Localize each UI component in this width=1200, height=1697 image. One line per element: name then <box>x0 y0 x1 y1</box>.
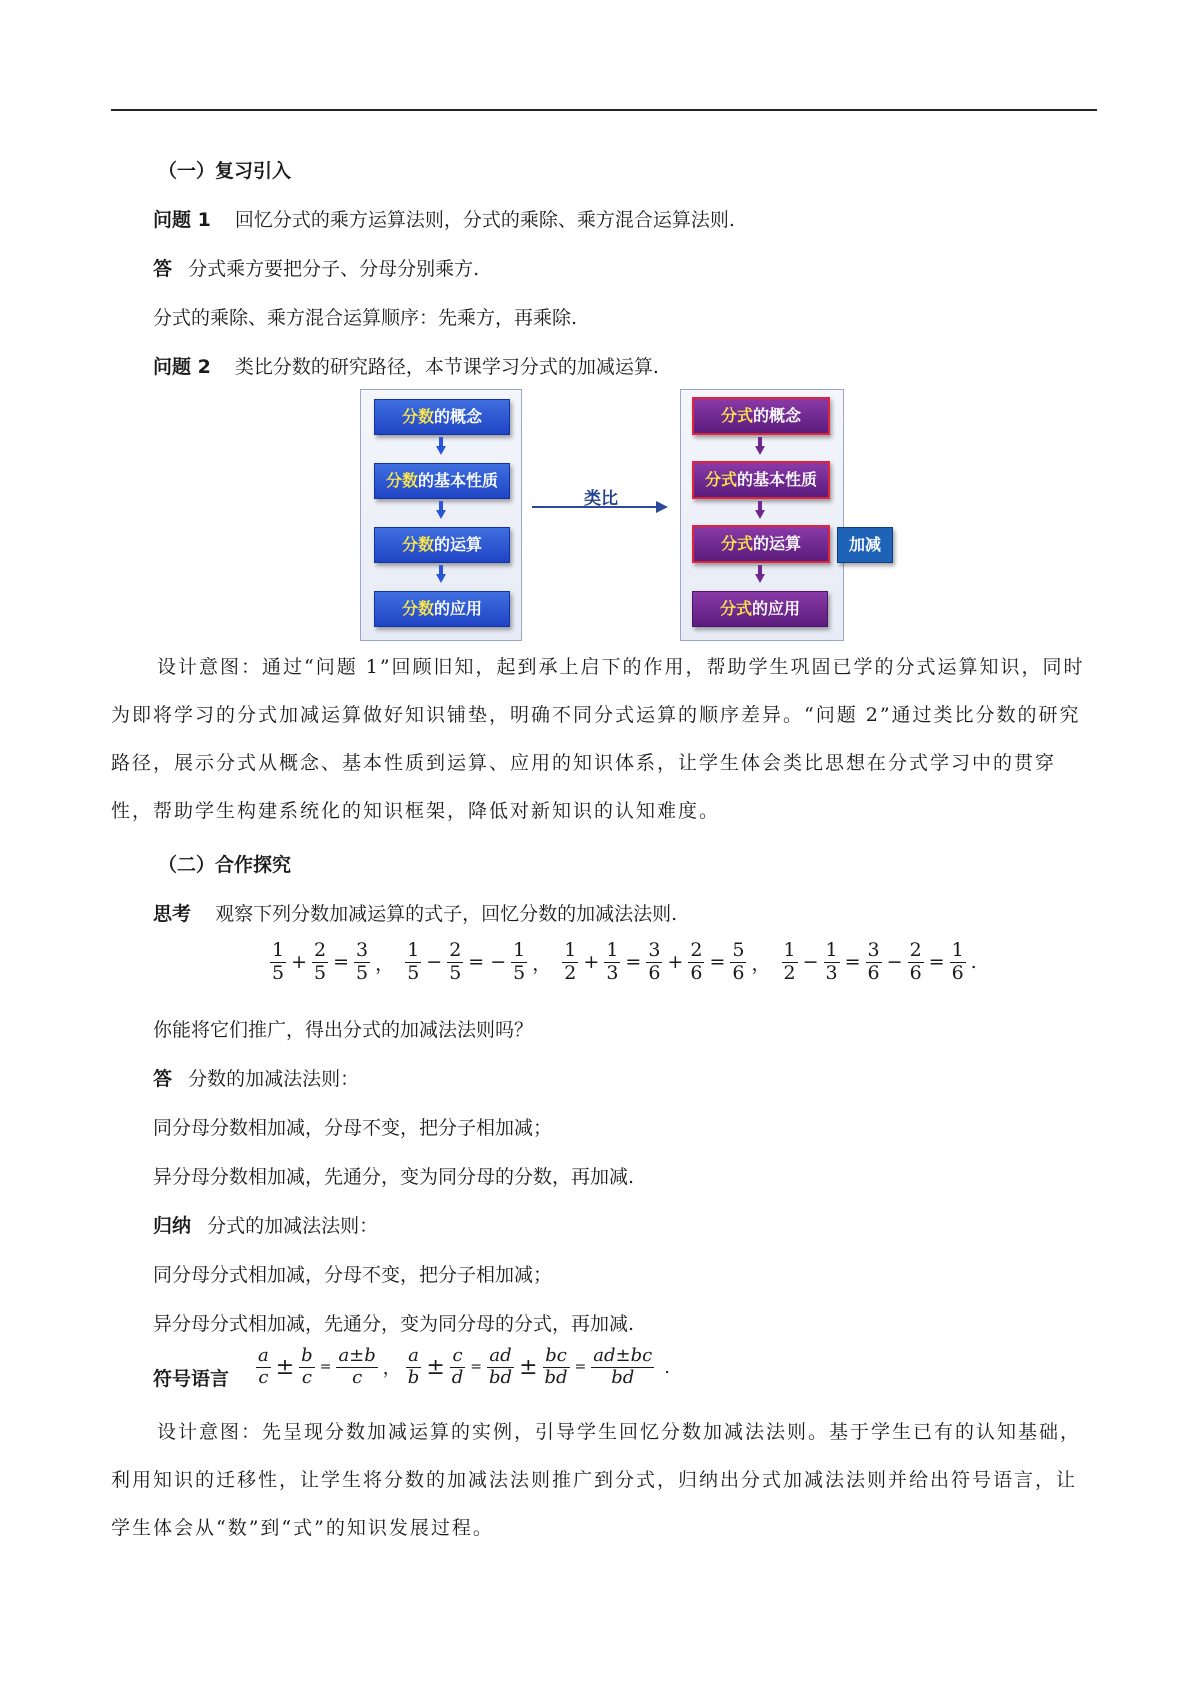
design-intent-2: 设计意图：先呈现分数加减运算的实例，引导学生回忆分数加减法法则。基于学生已有的认知基础，利用知识的迁移性，让学生将分数的加减法法则推广到分式，归纳出分式加减法法则并给出符号语言，让学生体会从“数”到“式”的知识发展过程。 <box>111 1421 1082 1539</box>
rule-diff-denominator-algebraic: 异分母分式相加减，先通分，变为同分母的分式，再加减. <box>153 1313 635 1335</box>
question2-text: 类比分数的研究路径，本节课学习分式的加减运算. <box>234 356 659 378</box>
down-arrow-icon <box>755 501 765 519</box>
flow-box-fraction-concept: 分数的概念 <box>374 399 510 435</box>
answer1-text: 分式乘方要把分子、分母分别乘方. <box>188 258 480 280</box>
rule-same-denominator-number: 同分母分数相加减，分母不变，把分子相加减； <box>153 1117 553 1139</box>
section2-heading: （二）合作探究 <box>158 854 292 876</box>
section1-heading: （一）复习引入 <box>158 160 292 182</box>
think <box>153 899 677 926</box>
down-arrow-icon <box>755 437 765 455</box>
think-text: 观察下列分数加减运算的式子，回忆分数的加减法法则. <box>215 903 678 925</box>
answer2 <box>153 1064 359 1091</box>
question1-label: 问题 1 <box>153 209 211 231</box>
design-intent-1: 设计意图：通过“问题 1”回顾旧知，起到承上启下的作用，帮助学生巩固已学的分式运算知识，同时为即将学习的分式加减运算做好知识铺垫，明确不同分式运算的顺序差异。“问题 2”通过类比分数的研究路径，展示分式从概念、基本性质到运算、应用的知识体系，让学生体会类比思想在分式学习中的贯穿性，帮助学生构建系统化的知识框架，降低对新知识的认知难度。 <box>111 656 1085 822</box>
question1-text: 回忆分式的乘方运算法则，分式的乘除、乘方混合运算法则. <box>234 209 735 231</box>
rule-same-denominator-algebraic: 同分母分式相加减，分母不变，把分子相加减； <box>153 1264 553 1286</box>
rule-diff-denominator-number: 异分母分数相加减，先通分，变为同分母的分数，再加减. <box>153 1166 635 1188</box>
down-arrow-icon <box>436 437 446 455</box>
down-arrow-icon <box>436 501 446 519</box>
flow-box-algebraic-property: 分式的基本性质 <box>692 461 830 499</box>
down-arrow-icon <box>755 565 765 583</box>
generalize-question: 你能将它们推广，得出分式的加减法法则吗？ <box>153 1019 534 1041</box>
symbolic-formula: $\frac{a}{c}$ ± $\frac{b}{c}$ = $\frac{a\pm b}{c}$ ， $\frac{a}{b}$ ± $\frac{c}{d}$ = $\frac{ad}{bd}$ ± $\frac{bc}{bd}$ = $\frac{ad\pm bc}{bd}$ . <box>258 1345 670 1388</box>
down-arrow-icon <box>436 565 446 583</box>
symbol-language-label: 符号语言 <box>153 1368 230 1390</box>
question2 <box>153 352 659 379</box>
summary-label: 归纳 <box>153 1215 192 1237</box>
answer1 <box>153 254 479 281</box>
question2-label: 问题 2 <box>153 356 211 378</box>
flow-box-algebraic-operation: 分式的运算 <box>692 525 830 563</box>
question1 <box>153 205 735 232</box>
flow-box-fraction-operation: 分数的运算 <box>374 527 510 563</box>
fraction-examples: $\frac{1}{5}$ + $\frac{2}{5}$ = $\frac{3}{5}$ ， $\frac{1}{5}$ − $\frac{2}{5}$ = − $\frac{1}{5}$ ， $\frac{1}{2}$ + $\frac{1}{3}$ = $\frac{3}{6}$ + $\frac{2}{6}$ = $\frac{5}{6}$ ， $\frac{1}{2}$ − $\frac{1}{3}$ = $\frac{3}{6}$ − $\frac{2}{6}$ = $\frac{1}{6}$ . <box>272 939 977 984</box>
right-arrow-icon <box>532 500 668 514</box>
summary-text: 分式的加减法法则： <box>207 1215 379 1237</box>
flow-box-fraction-property: 分数的基本性质 <box>374 463 510 499</box>
analogy-label: 类比 <box>584 489 618 509</box>
summary <box>153 1211 378 1238</box>
answer2-label: 答 <box>153 1068 173 1090</box>
flow-box-algebraic-application: 分式的应用 <box>692 591 828 627</box>
answer1-label: 答 <box>153 258 173 280</box>
answer1-line2: 分式的乘除、乘方混合运算顺序：先乘方，再乘除. <box>153 307 578 329</box>
answer2-text: 分数的加减法法则： <box>188 1068 360 1090</box>
header-rule <box>111 109 1097 111</box>
add-subtract-tag: 加减 <box>837 527 893 563</box>
flow-box-fraction-application: 分数的应用 <box>374 591 510 627</box>
think-label: 思考 <box>153 903 192 925</box>
flow-box-algebraic-concept: 分式的概念 <box>692 397 830 435</box>
